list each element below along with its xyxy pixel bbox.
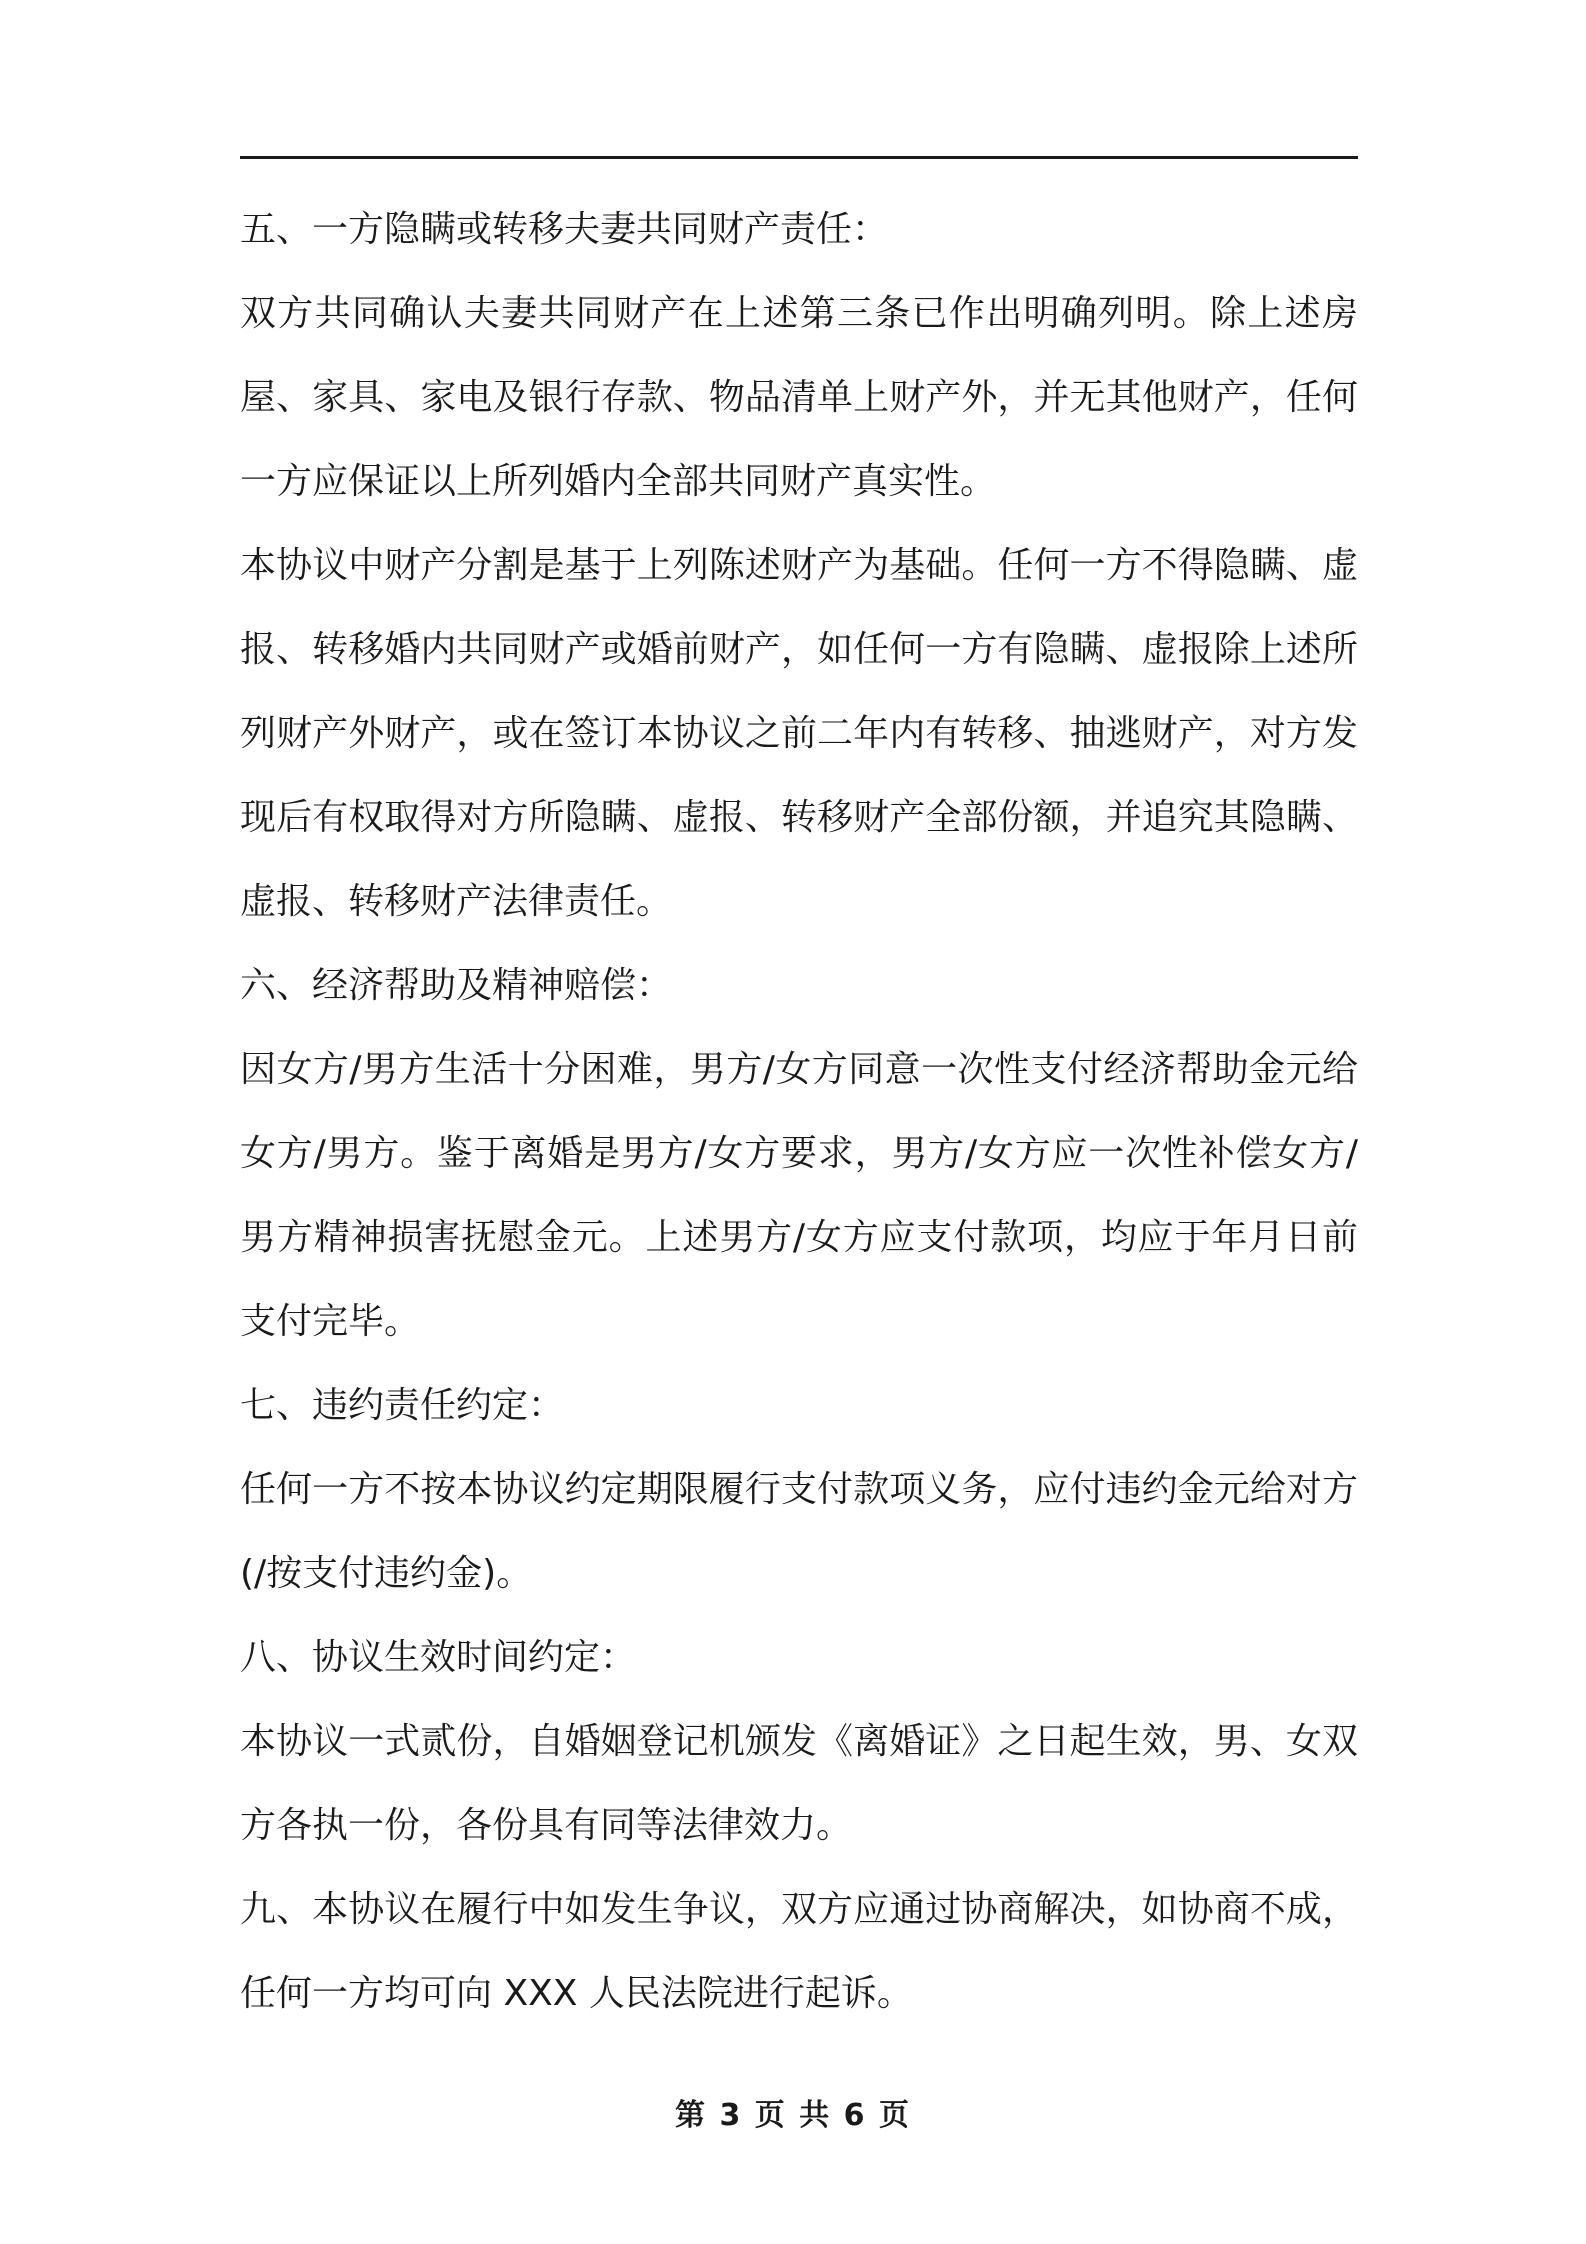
document-body [240,188,1358,2036]
paragraph-property-confirmation: 双方共同确认夫妻共同财产在上述第三条已作出明确列明。除上述房屋、家具、家电及银行存款、物品清单上财产外，并无其他财产，任何一方应保证以上所列婚内全部共同财产真实性。 [240,293,1358,502]
section-heading-7: 七、违约责任约定： [240,1385,565,1426]
paragraph-breach-liability: 任何一方不按本协议约定期限履行支付款项义务，应付违约金元给对方(/按支付违约金)。 [240,1469,1358,1594]
header-rule [240,156,1358,159]
paragraph-effective-time: 本协议一式贰份，自婚姻登记机颁发《离婚证》之日起生效，男、女双方各执一份，各份具有同等法律效力。 [240,1721,1358,1846]
section-heading-5: 五、一方隐瞒或转移夫妻共同财产责任： [240,209,889,250]
paragraph-property-concealment: 本协议中财产分割是基于上列陈述财产为基础。任何一方不得隐瞒、虚报、转移婚内共同财产或婚前财产，如任何一方有隐瞒、虚报除上述所列财产外财产，或在签订本协议之前二年内有转移、抽逃财产，对方发现后有权取得对方所隐瞒、虚报、转移财产全部份额，并追究其隐瞒、虚报、转移财产法律责任。 [240,545,1358,922]
section-heading-6: 六、经济帮助及精神赔偿： [240,965,673,1006]
page-number: 第 3 页 共 6 页 [675,2098,911,2133]
section-heading-8: 八、协议生效时间约定： [240,1637,637,1678]
paragraph-compensation: 因女方/男方生活十分困难，男方/女方同意一次性支付经济帮助金元给女方/男方。鉴于离婚是男方/女方要求，男方/女方应一次性补偿女方/男方精神损害抚慰金元。上述男方/女方应支付款项，均应于年月日前支付完毕。 [240,1049,1358,1342]
paragraph-dispute-resolution: 九、本协议在履行中如发生争议，双方应通过协商解决，如协商不成，任何一方均可向 XXX 人民法院进行起诉。 [240,1889,1358,2014]
